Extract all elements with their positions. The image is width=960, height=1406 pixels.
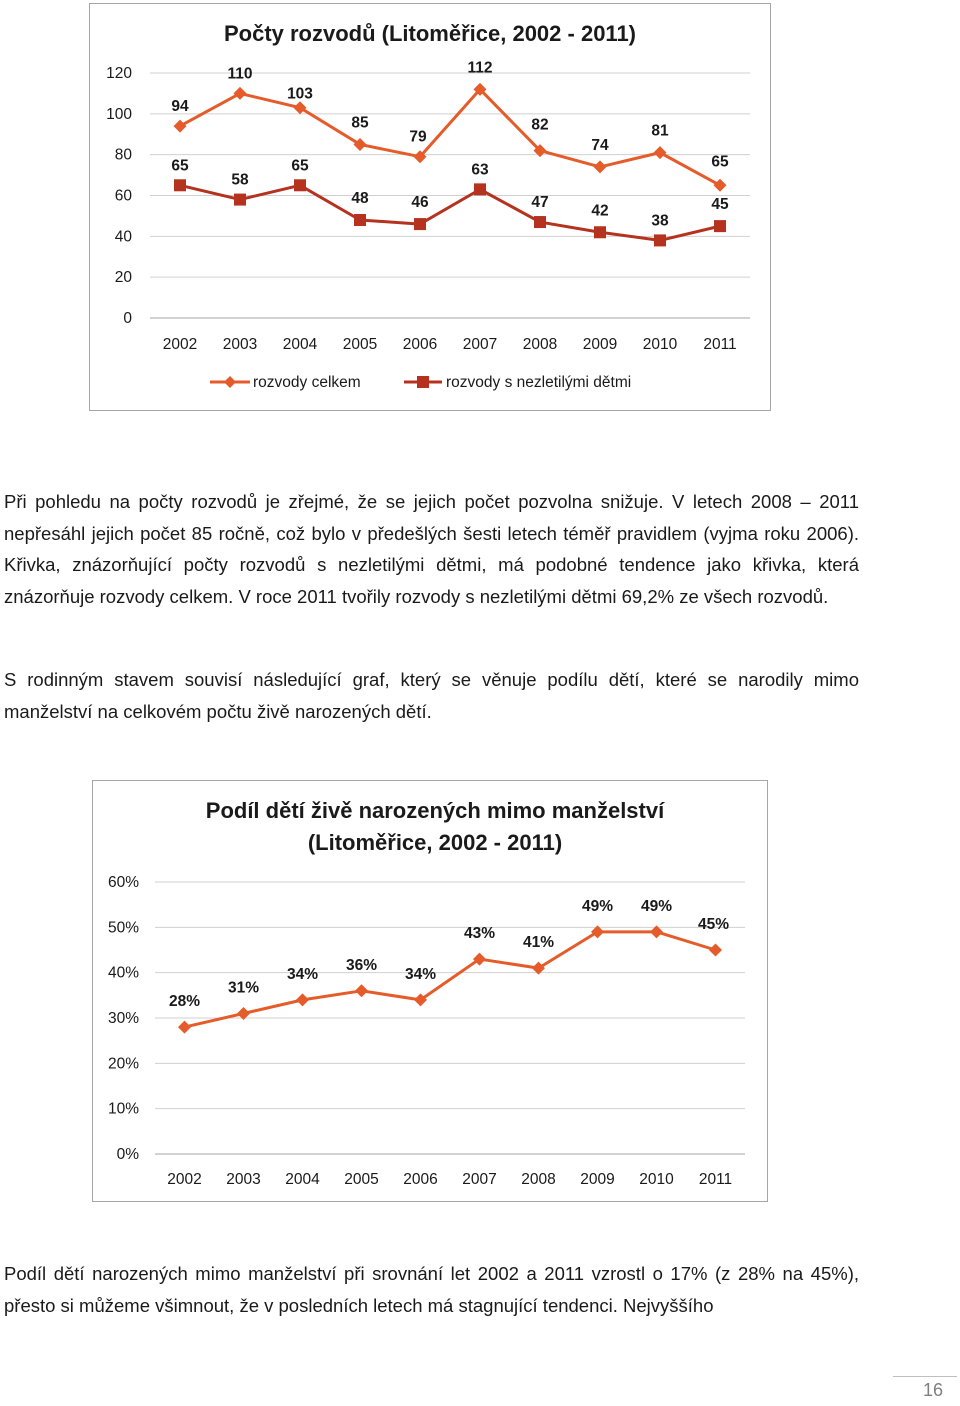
x-tick-label: 2008	[521, 1171, 556, 1188]
data-label: 48	[351, 190, 369, 207]
data-point-marker	[294, 179, 306, 191]
y-tick-label: 30%	[107, 1010, 139, 1027]
footer-divider	[893, 1376, 957, 1377]
y-tick-label: 120	[106, 65, 132, 82]
x-tick-label: 2005	[344, 1171, 379, 1188]
series-line-total	[180, 89, 720, 185]
chart-births-outside-marriage	[92, 780, 768, 1202]
x-tick-label: 2004	[282, 336, 318, 353]
data-point-marker	[296, 993, 309, 1006]
data-label: 38	[651, 212, 669, 230]
legend-label-children: rozvody s nezletilými dětmi	[446, 374, 632, 391]
data-point-marker	[174, 179, 186, 191]
data-point-marker	[355, 984, 368, 997]
data-label: 36%	[345, 956, 378, 974]
x-tick-label: 2009	[580, 1171, 615, 1188]
data-label: 42	[591, 202, 609, 220]
data-point-marker	[234, 194, 246, 206]
data-label: 65	[711, 153, 729, 171]
data-label: 81	[651, 122, 669, 140]
y-tick-label: 50%	[107, 919, 139, 937]
data-label: 41%	[522, 934, 555, 952]
data-label: 46	[411, 194, 429, 212]
x-tick-label: 2003	[222, 336, 258, 353]
x-tick-label: 2011	[703, 336, 737, 353]
data-label: 49%	[640, 897, 673, 915]
data-label: 110	[227, 65, 253, 83]
x-tick-label: 2007	[462, 336, 498, 353]
x-tick-label: 2009	[582, 336, 618, 353]
data-label: 112	[467, 59, 493, 77]
data-label: 85	[351, 114, 369, 132]
data-point-marker	[709, 944, 722, 957]
data-label: 49%	[581, 897, 614, 915]
data-label: 63	[471, 161, 489, 179]
data-label: 65	[291, 157, 309, 175]
data-label: 34%	[404, 965, 437, 983]
x-tick-label: 2002	[167, 1171, 202, 1188]
x-tick-label: 2010	[639, 1171, 674, 1188]
x-tick-label: 2006	[402, 336, 438, 353]
data-point-marker	[178, 1021, 191, 1034]
x-tick-label: 2010	[642, 336, 678, 353]
data-point-marker	[474, 183, 486, 195]
data-label: 82	[531, 116, 549, 134]
x-tick-label: 2007	[462, 1171, 497, 1188]
paragraph-divorce-analysis: Při pohledu na počty rozvodů je zřejmé, že se jejich počet pozvolna snižuje. V letech 2008 – 2011 nepřesáhl jejich počet 85 ročně, což bylo v předešlých šesti letech téměř pravidlem (vyjma roku 2006). Křivka, znázorňující počty rozvodů s nezletilými dětmi, má podobné tendence jako křivka, která znázorňuje rozvody celkem. V roce 2011 tvořily rozvody s nezletilými dětmi 69,2% ze všech rozvodů.	[4, 491, 859, 607]
chart-divorces	[89, 3, 771, 411]
data-point-marker	[654, 146, 667, 159]
x-tick-label: 2003	[226, 1171, 261, 1188]
y-tick-label: 20%	[107, 1055, 139, 1073]
data-label: 34%	[286, 965, 319, 983]
chart-title: Počty rozvodů (Litoměřice, 2002 - 2011)	[223, 21, 637, 46]
x-tick-label: 2002	[162, 336, 198, 353]
data-point-marker	[594, 226, 606, 238]
data-point-marker	[594, 160, 607, 173]
paragraph-births-analysis: Podíl dětí narozených mimo manželství při srovnání let 2002 a 2011 vzrostl o 17% (z 28% na 45%), přesto si můžeme všimnout, že v posledních letech má stagnující tendenci. Nejvyššího	[4, 1263, 859, 1316]
data-point-marker	[354, 138, 367, 151]
data-label: 103	[287, 85, 313, 103]
data-label: 58	[231, 171, 249, 189]
data-label: 45%	[697, 916, 730, 933]
x-tick-label: 2005	[342, 336, 378, 353]
x-tick-label: 2011	[698, 1171, 733, 1188]
y-tick-label: 0%	[116, 1146, 139, 1163]
paragraph-intro-births: S rodinným stavem souvisí následující graf, který se věnuje podílu dětí, které se narodily mimo manželství na celkovém počtu živě narozených dětí.	[4, 669, 859, 722]
series-line-children	[180, 185, 720, 240]
data-label: 74	[591, 136, 609, 154]
y-tick-label: 10%	[107, 1100, 139, 1118]
series-line-share	[185, 932, 716, 1027]
y-tick-label: 100	[106, 105, 132, 123]
data-point-marker	[714, 220, 726, 232]
data-point-marker	[714, 179, 727, 192]
data-point-marker	[174, 120, 187, 133]
data-point-marker	[234, 87, 247, 100]
data-label: 31%	[227, 979, 260, 997]
data-label: 28%	[168, 993, 201, 1011]
legend-marker-diamond-icon	[224, 376, 236, 388]
x-tick-label: 2008	[522, 336, 558, 353]
data-label: 43%	[463, 925, 496, 943]
y-tick-label: 40	[114, 228, 132, 246]
y-tick-label: 60%	[107, 874, 139, 891]
divorces-line-chart	[90, 4, 772, 412]
data-point-marker	[294, 101, 307, 114]
y-tick-label: 20	[114, 269, 132, 287]
data-label: 65	[171, 157, 189, 175]
data-point-marker	[354, 214, 366, 226]
data-point-marker	[414, 218, 426, 230]
data-label: 45	[711, 196, 729, 214]
data-label: 79	[409, 128, 427, 146]
x-tick-label: 2006	[403, 1171, 438, 1188]
page-number: 16	[922, 1380, 943, 1400]
legend-marker-square-icon	[417, 376, 429, 388]
legend-label-total: rozvody celkem	[253, 374, 361, 391]
chart-title: Podíl dětí živě narozených mimo manželství (Litoměřice, 2002 - 2011)	[205, 798, 665, 855]
data-point-marker	[654, 234, 666, 246]
births-line-chart	[93, 781, 769, 1203]
y-tick-label: 0	[123, 310, 132, 327]
y-tick-label: 40%	[107, 964, 139, 982]
data-point-marker	[534, 216, 546, 228]
y-tick-label: 60	[114, 187, 132, 205]
data-label: 47	[531, 194, 549, 212]
y-tick-label: 80	[114, 146, 132, 164]
x-tick-label: 2004	[285, 1171, 320, 1188]
data-label: 94	[171, 98, 189, 116]
